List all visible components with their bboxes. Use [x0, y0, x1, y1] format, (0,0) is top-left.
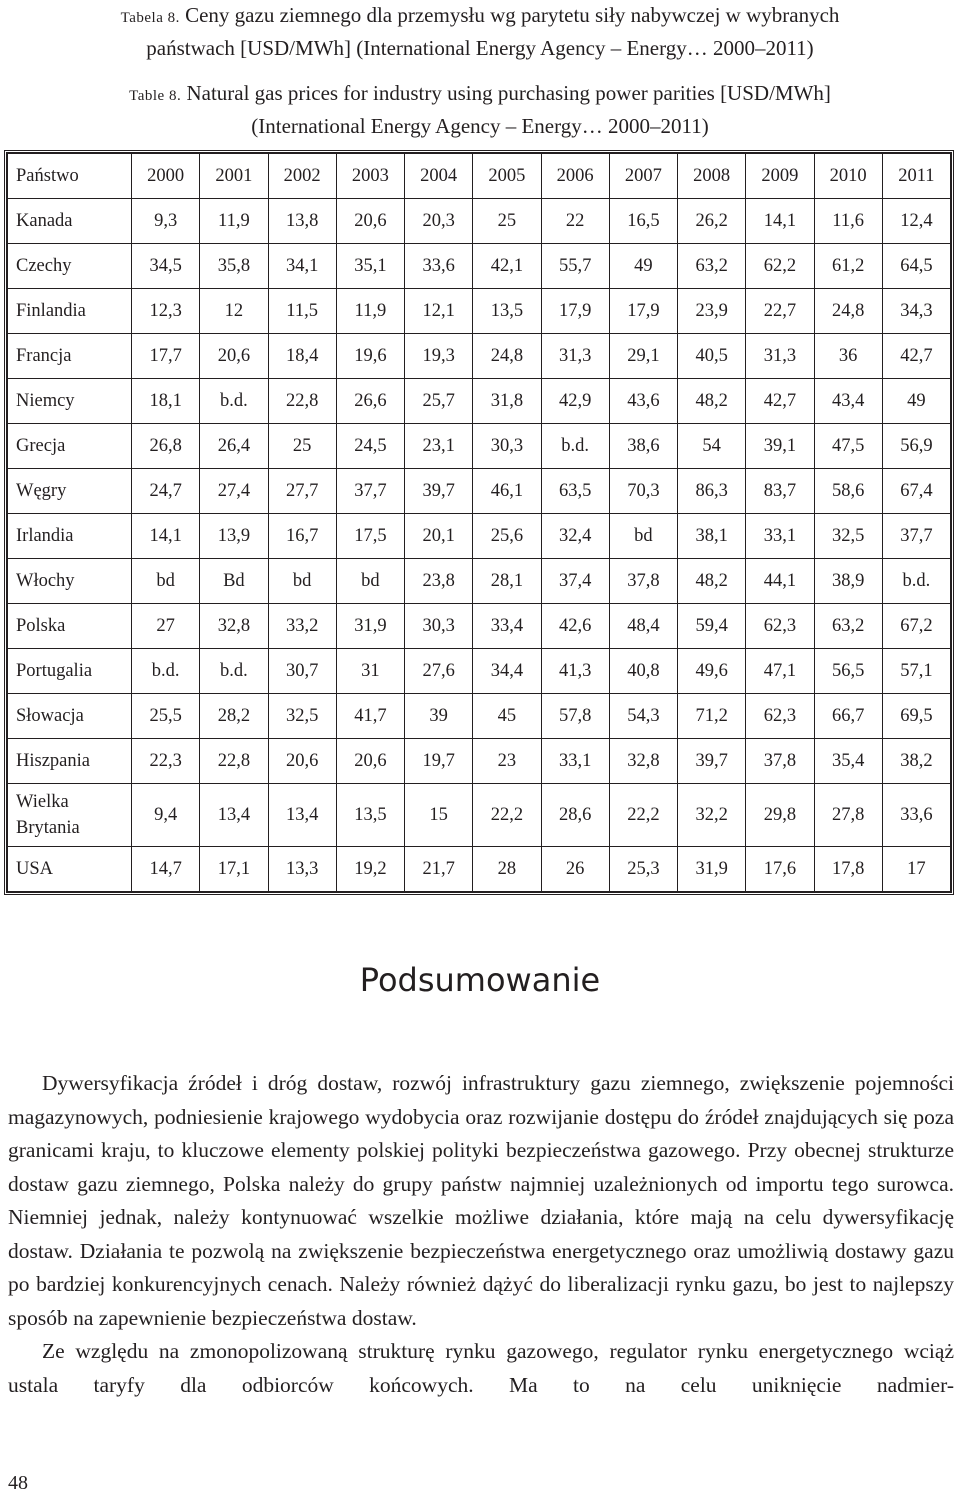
price-cell: 11,6: [814, 199, 882, 244]
price-cell: 13,3: [268, 847, 336, 892]
price-cell: 20,1: [405, 514, 473, 559]
price-cell: 56,9: [882, 424, 950, 469]
price-cell: 54: [678, 424, 746, 469]
price-cell: 22,2: [473, 784, 541, 847]
price-cell: b.d.: [132, 649, 200, 694]
price-cell: 20,6: [268, 739, 336, 784]
price-cell: 18,1: [132, 379, 200, 424]
price-cell: 11,5: [268, 289, 336, 334]
price-cell: 42,1: [473, 244, 541, 289]
table-row: [8, 559, 951, 604]
price-cell: 16,7: [268, 514, 336, 559]
price-cell: 30,7: [268, 649, 336, 694]
country-cell: Słowacja: [8, 694, 132, 739]
price-cell: 9,4: [132, 784, 200, 847]
price-cell: 12: [200, 289, 268, 334]
price-cell: 22,2: [609, 784, 677, 847]
price-cell: 32,4: [541, 514, 609, 559]
price-cell: 22,7: [746, 289, 814, 334]
price-cell: 57,8: [541, 694, 609, 739]
price-cell: 30,3: [473, 424, 541, 469]
price-cell: 28,1: [473, 559, 541, 604]
header-cell-year: 2004: [405, 154, 473, 199]
header-cell-year: 2007: [609, 154, 677, 199]
table-caption-polish: [0, 0, 960, 63]
price-cell: 25: [473, 199, 541, 244]
price-cell: 33,6: [405, 244, 473, 289]
price-cell: 58,6: [814, 469, 882, 514]
price-cell: 24,8: [473, 334, 541, 379]
price-cell: 20,6: [336, 199, 404, 244]
paragraph-1: Dywersyfikacja źródeł i dróg dostaw, rozwój infrastruktury gazu ziemnego, zwiększenie pojemności magazynowych, podniesienie krajowego wydobycia oraz rozwijanie dostępu do źródeł znajdujących się poza granicami kraju, to kluczowe elementy polskiej polityki bezpieczeństwa gazowego. Przy obecnej strukturze dostaw gazu ziemnego, Polska należy do grupy państw najmniej uzależnionych od importu tego surowca. Niemniej jednak, należy kontynuować wszelkie możliwe działania, które mają na celu dywersyfikację dostaw. Działania te pozwolą na zwiększenie bezpieczeństwa energetycznego oraz umożliwią dostawy gazu po bardziej konkurencyjnych cenach. Należy również dążyć do liberalizacji rynku gazu, bo jest to najlepszy sposób na zapewnienie bezpieczeństwa dostaw.: [8, 1071, 954, 1330]
header-cell-year: 2008: [678, 154, 746, 199]
price-cell: bd: [336, 559, 404, 604]
price-cell: 32,5: [268, 694, 336, 739]
price-cell: 33,1: [541, 739, 609, 784]
price-cell: 37,8: [609, 559, 677, 604]
country-cell: Polska: [8, 604, 132, 649]
price-cell: Bd: [200, 559, 268, 604]
price-cell: 13,4: [268, 784, 336, 847]
price-cell: 45: [473, 694, 541, 739]
price-cell: 20,3: [405, 199, 473, 244]
price-cell: bd: [268, 559, 336, 604]
price-cell: 43,4: [814, 379, 882, 424]
body-text: [8, 1067, 954, 1402]
table-row: [8, 289, 951, 334]
table-row: [8, 739, 951, 784]
country-cell: USA: [8, 847, 132, 892]
price-cell: 23: [473, 739, 541, 784]
header-cell-year: 2002: [268, 154, 336, 199]
price-cell: 40,5: [678, 334, 746, 379]
header-cell-year: 2009: [746, 154, 814, 199]
country-cell: Irlandia: [8, 514, 132, 559]
price-cell: 64,5: [882, 244, 950, 289]
header-cell-year: 2005: [473, 154, 541, 199]
price-cell: 22,8: [200, 739, 268, 784]
country-cell: Kanada: [8, 199, 132, 244]
price-cell: 17,7: [132, 334, 200, 379]
price-cell: 17,9: [609, 289, 677, 334]
price-cell: 63,2: [678, 244, 746, 289]
price-cell: 14,7: [132, 847, 200, 892]
price-cell: 19,6: [336, 334, 404, 379]
price-cell: 46,1: [473, 469, 541, 514]
price-cell: 61,2: [814, 244, 882, 289]
price-cell: 14,1: [132, 514, 200, 559]
table-row: [8, 847, 951, 892]
price-cell: 32,5: [814, 514, 882, 559]
price-cell: 49: [609, 244, 677, 289]
price-cell: 41,7: [336, 694, 404, 739]
table-row: [8, 514, 951, 559]
price-cell: 28: [473, 847, 541, 892]
price-cell: 28,2: [200, 694, 268, 739]
price-cell: 37,7: [336, 469, 404, 514]
table-row: [8, 649, 951, 694]
price-cell: 35,1: [336, 244, 404, 289]
caption-polish-line2: państwach [USD/MWh] (International Energy Agency – Energy… 2000–2011): [146, 36, 814, 60]
price-cell: 34,1: [268, 244, 336, 289]
price-cell: 27,4: [200, 469, 268, 514]
price-cell: 48,4: [609, 604, 677, 649]
price-cell: 35,4: [814, 739, 882, 784]
price-cell: 21,7: [405, 847, 473, 892]
price-cell: 37,8: [746, 739, 814, 784]
price-cell: 67,4: [882, 469, 950, 514]
price-cell: 26,8: [132, 424, 200, 469]
price-cell: 23,1: [405, 424, 473, 469]
header-cell-country: Państwo: [8, 154, 132, 199]
price-cell: 38,1: [678, 514, 746, 559]
price-cell: 70,3: [609, 469, 677, 514]
header-cell-year: 2006: [541, 154, 609, 199]
price-cell: 41,3: [541, 649, 609, 694]
price-cell: 27,7: [268, 469, 336, 514]
gas-prices-table: [7, 153, 951, 892]
price-cell: 59,4: [678, 604, 746, 649]
price-cell: 39,7: [678, 739, 746, 784]
price-cell: 32,2: [678, 784, 746, 847]
price-cell: 38,9: [814, 559, 882, 604]
price-cell: 24,8: [814, 289, 882, 334]
gas-prices-table-frame: [4, 150, 954, 895]
price-cell: 31,9: [336, 604, 404, 649]
price-cell: 29,1: [609, 334, 677, 379]
country-cell: Włochy: [8, 559, 132, 604]
price-cell: 38,2: [882, 739, 950, 784]
country-cell: Francja: [8, 334, 132, 379]
price-cell: 13,4: [200, 784, 268, 847]
price-cell: 11,9: [336, 289, 404, 334]
country-cell: Czechy: [8, 244, 132, 289]
price-cell: 12,1: [405, 289, 473, 334]
price-cell: 63,5: [541, 469, 609, 514]
price-cell: 54,3: [609, 694, 677, 739]
price-cell: 9,3: [132, 199, 200, 244]
table-row: [8, 469, 951, 514]
caption-label-english: Table 8.: [129, 88, 182, 104]
price-cell: 17,6: [746, 847, 814, 892]
header-cell-year: 2003: [336, 154, 404, 199]
country-cell: Portugalia: [8, 649, 132, 694]
price-cell: 32,8: [200, 604, 268, 649]
price-cell: 16,5: [609, 199, 677, 244]
section-heading: Podsumowanie: [359, 961, 601, 999]
price-cell: 36: [814, 334, 882, 379]
country-cell: Hiszpania: [8, 739, 132, 784]
price-cell: 48,2: [678, 559, 746, 604]
price-cell: 28,6: [541, 784, 609, 847]
price-cell: 37,7: [882, 514, 950, 559]
header-cell-year: 2011: [882, 154, 950, 199]
price-cell: 86,3: [678, 469, 746, 514]
price-cell: 49: [882, 379, 950, 424]
price-cell: 63,2: [814, 604, 882, 649]
price-cell: 42,6: [541, 604, 609, 649]
price-cell: 55,7: [541, 244, 609, 289]
price-cell: 26,2: [678, 199, 746, 244]
price-cell: 37,4: [541, 559, 609, 604]
price-cell: 15: [405, 784, 473, 847]
price-cell: 12,3: [132, 289, 200, 334]
price-cell: 33,2: [268, 604, 336, 649]
price-cell: 34,4: [473, 649, 541, 694]
price-cell: 42,7: [882, 334, 950, 379]
country-cell: Węgry: [8, 469, 132, 514]
price-cell: 49,6: [678, 649, 746, 694]
country-cell: Niemcy: [8, 379, 132, 424]
price-cell: 32,8: [609, 739, 677, 784]
price-cell: 34,3: [882, 289, 950, 334]
price-cell: 66,7: [814, 694, 882, 739]
price-cell: 67,2: [882, 604, 950, 649]
price-cell: 69,5: [882, 694, 950, 739]
price-cell: 25,7: [405, 379, 473, 424]
table-row: [8, 604, 951, 649]
table-row: [8, 694, 951, 739]
price-cell: 35,8: [200, 244, 268, 289]
caption-english-line2: (International Energy Agency – Energy… 2000–2011): [251, 114, 709, 138]
price-cell: 14,1: [746, 199, 814, 244]
caption-polish-line1: Ceny gazu ziemnego dla przemysłu wg parytetu siły nabywczej w wybranych: [185, 3, 840, 27]
price-cell: 39: [405, 694, 473, 739]
price-cell: 19,2: [336, 847, 404, 892]
caption-label-polish: Tabela 8.: [120, 10, 180, 26]
price-cell: 83,7: [746, 469, 814, 514]
price-cell: 17,1: [200, 847, 268, 892]
price-cell: 33,6: [882, 784, 950, 847]
country-cell: Finlandia: [8, 289, 132, 334]
price-cell: 25,3: [609, 847, 677, 892]
price-cell: 26,6: [336, 379, 404, 424]
price-cell: 27,8: [814, 784, 882, 847]
price-cell: 23,9: [678, 289, 746, 334]
price-cell: 17,5: [336, 514, 404, 559]
price-cell: 11,9: [200, 199, 268, 244]
price-cell: b.d.: [882, 559, 950, 604]
price-cell: 20,6: [200, 334, 268, 379]
price-cell: 27,6: [405, 649, 473, 694]
price-cell: 62,3: [746, 694, 814, 739]
price-cell: 24,7: [132, 469, 200, 514]
price-cell: 62,3: [746, 604, 814, 649]
price-cell: 17: [882, 847, 950, 892]
price-cell: 13,5: [336, 784, 404, 847]
caption-english-line1: Natural gas prices for industry using purchasing power parities [USD/MWh]: [186, 81, 831, 105]
price-cell: 19,7: [405, 739, 473, 784]
price-cell: bd: [609, 514, 677, 559]
table-body: [8, 199, 951, 892]
price-cell: 22: [541, 199, 609, 244]
price-cell: 31,9: [678, 847, 746, 892]
price-cell: 62,2: [746, 244, 814, 289]
price-cell: 31,8: [473, 379, 541, 424]
table-row: [8, 334, 951, 379]
price-cell: b.d.: [200, 649, 268, 694]
header-cell-year: 2001: [200, 154, 268, 199]
country-cell: Grecja: [8, 424, 132, 469]
price-cell: 44,1: [746, 559, 814, 604]
price-cell: 23,8: [405, 559, 473, 604]
price-cell: 22,3: [132, 739, 200, 784]
page-number: 48: [8, 1472, 28, 1494]
table-row: [8, 199, 951, 244]
price-cell: 25,5: [132, 694, 200, 739]
price-cell: 56,5: [814, 649, 882, 694]
price-cell: 39,1: [746, 424, 814, 469]
country-cell: Wielka Brytania: [8, 784, 132, 847]
table-row: [8, 244, 951, 289]
price-cell: 30,3: [405, 604, 473, 649]
price-cell: 13,8: [268, 199, 336, 244]
table-row: [8, 424, 951, 469]
price-cell: 13,9: [200, 514, 268, 559]
price-cell: 25,6: [473, 514, 541, 559]
table-caption-english: [0, 78, 960, 141]
table-row: [8, 379, 951, 424]
price-cell: 12,4: [882, 199, 950, 244]
price-cell: 40,8: [609, 649, 677, 694]
price-cell: bd: [132, 559, 200, 604]
price-cell: 33,1: [746, 514, 814, 559]
price-cell: 57,1: [882, 649, 950, 694]
price-cell: 19,3: [405, 334, 473, 379]
price-cell: b.d.: [200, 379, 268, 424]
price-cell: 38,6: [609, 424, 677, 469]
price-cell: 31: [336, 649, 404, 694]
price-cell: 43,6: [609, 379, 677, 424]
price-cell: 26: [541, 847, 609, 892]
table-row: [8, 784, 951, 847]
table-header: [8, 154, 951, 199]
price-cell: 27: [132, 604, 200, 649]
price-cell: 25: [268, 424, 336, 469]
price-cell: 34,5: [132, 244, 200, 289]
price-cell: 47,5: [814, 424, 882, 469]
price-cell: 31,3: [746, 334, 814, 379]
price-cell: 20,6: [336, 739, 404, 784]
price-cell: 71,2: [678, 694, 746, 739]
paragraph-2: Ze względu na zmonopolizowaną strukturę rynku gazowego, regulator rynku energetycznego wciąż ustala taryfy dla odbiorców końcowych. Ma to na celu uniknięcie nadmier-: [8, 1339, 954, 1397]
price-cell: 48,2: [678, 379, 746, 424]
price-cell: 39,7: [405, 469, 473, 514]
price-cell: 33,4: [473, 604, 541, 649]
price-cell: 24,5: [336, 424, 404, 469]
price-cell: 42,9: [541, 379, 609, 424]
price-cell: 18,4: [268, 334, 336, 379]
header-row: [8, 154, 951, 199]
header-cell-year: 2010: [814, 154, 882, 199]
price-cell: 17,8: [814, 847, 882, 892]
price-cell: 47,1: [746, 649, 814, 694]
price-cell: 22,8: [268, 379, 336, 424]
price-cell: 17,9: [541, 289, 609, 334]
price-cell: 42,7: [746, 379, 814, 424]
price-cell: b.d.: [541, 424, 609, 469]
price-cell: 29,8: [746, 784, 814, 847]
price-cell: 26,4: [200, 424, 268, 469]
price-cell: 13,5: [473, 289, 541, 334]
header-cell-year: 2000: [132, 154, 200, 199]
price-cell: 31,3: [541, 334, 609, 379]
